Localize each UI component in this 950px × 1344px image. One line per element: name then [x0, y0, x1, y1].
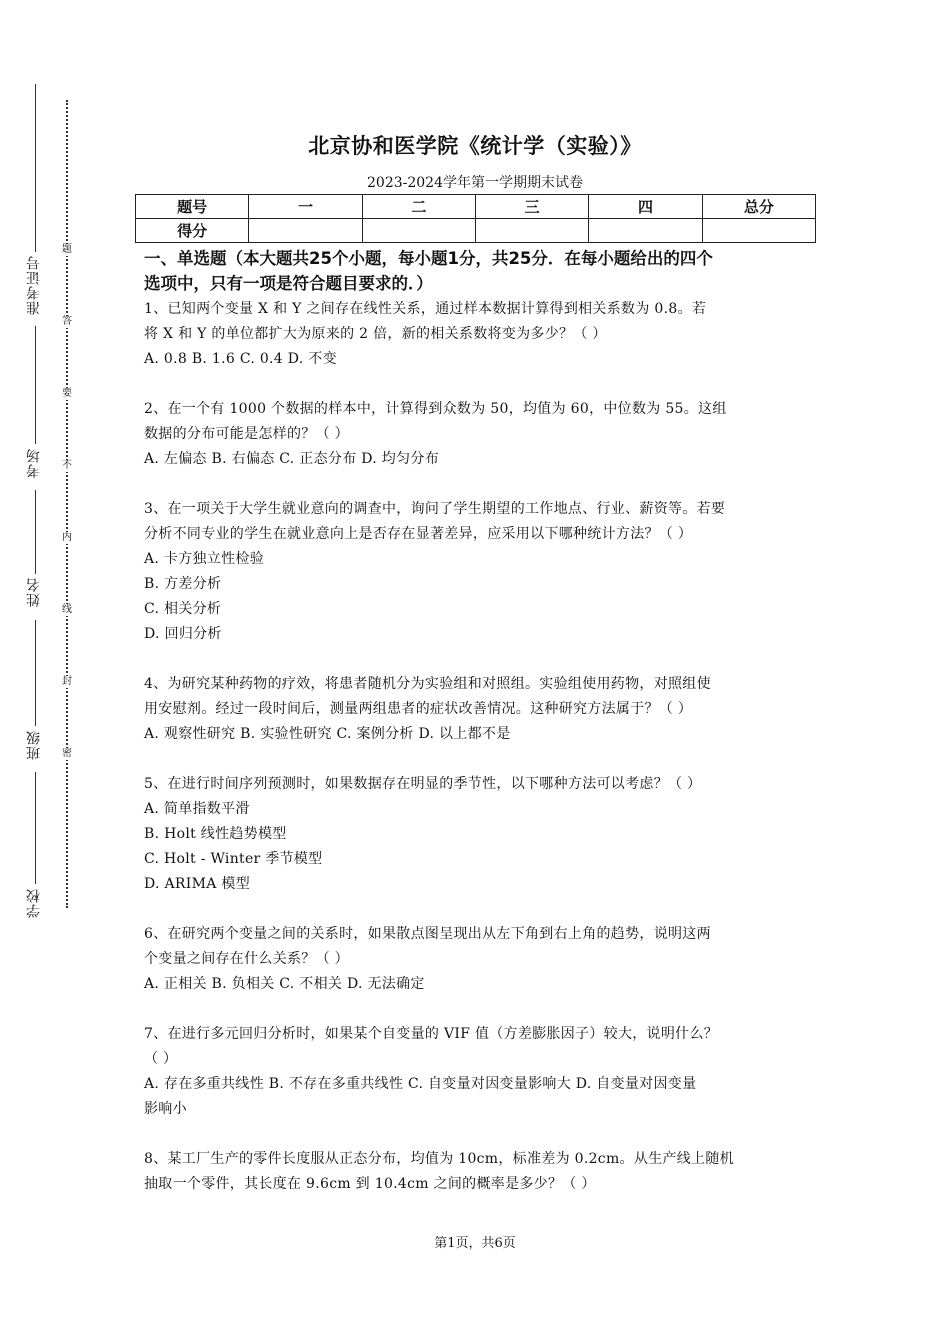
- question-3-option-d: D. 回归分析: [144, 626, 222, 642]
- seal-char-mi: 密: [62, 748, 72, 759]
- exam-room-label: 考场: [26, 448, 42, 478]
- question-3-option-c: C. 相关分析: [144, 601, 222, 617]
- seal-dotted-line: [66, 100, 68, 908]
- question-text-line: （ ）: [144, 1051, 178, 1067]
- score-cell: 题号: [136, 195, 249, 219]
- class-field: [18, 730, 50, 760]
- question-text-line: 7、在进行多元回归分析时，如果某个自变量的 VIF 值（方差膨胀因子）较大，说明什么？: [144, 1026, 719, 1042]
- score-input-cell[interactable]: [362, 219, 475, 243]
- admission-number-field: [18, 255, 50, 315]
- seal-char-yao: 要: [62, 388, 72, 399]
- question-5-option-d: D. ARIMA 模型: [144, 876, 251, 892]
- question-text-line: 抽取一个零件，其长度在 9.6cm 到 10.4cm 之间的概率是多少？（ ）: [144, 1176, 596, 1192]
- margin-line-2: [35, 326, 36, 444]
- question-8: [144, 1147, 812, 1197]
- score-cell: 三: [475, 195, 588, 219]
- question-text-line: 个变量之间存在什么关系？（ ）: [144, 951, 349, 967]
- question-7: [144, 1022, 812, 1072]
- question-6-options: A. 正相关 B. 负相关 C. 不相关 D. 无法确定: [144, 976, 425, 992]
- score-input-cell[interactable]: [702, 219, 815, 243]
- question-7-options-cont: 影响小: [144, 1101, 187, 1117]
- exam-room-field: [18, 448, 50, 478]
- score-table-score-row: [136, 219, 816, 243]
- section-heading-line: 一、单选题（本大题共25个小题，每小题1分，共25分．在每小题给出的四个: [144, 249, 713, 268]
- question-4: [144, 672, 812, 722]
- question-2: [144, 397, 812, 447]
- question-text-line: 将 X 和 Y 的单位都扩大为原来的 2 倍，新的相关系数将变为多少？（ ）: [144, 326, 607, 342]
- score-input-cell[interactable]: [475, 219, 588, 243]
- question-5-option-c: C. Holt - Winter 季节模型: [144, 851, 323, 867]
- score-table-header-row: [136, 195, 816, 219]
- name-label: 姓名: [26, 577, 42, 607]
- margin-line-5: [35, 772, 36, 884]
- seal-char-ti: 题: [62, 244, 72, 255]
- question-text-line: 8、某工厂生产的零件长度服从正态分布，均值为 10cm，标准差为 0.2cm。从生产线上随机: [144, 1151, 734, 1167]
- margin-line-4: [35, 620, 36, 726]
- question-text-line: 5、在进行时间序列预测时，如果数据存在明显的季节性，以下哪种方法可以考虑？（ ）: [144, 776, 702, 792]
- question-4-options: A. 观察性研究 B. 实验性研究 C. 案例分析 D. 以上都不是: [144, 726, 511, 742]
- exam-content: [144, 246, 812, 1197]
- section-heading-line: 选项中，只有一项是符合题目要求的．）: [144, 274, 433, 293]
- question-text-line: 1、已知两个变量 X 和 Y 之间存在线性关系，通过样本数据计算得到相关系数为 0.8。若: [144, 301, 707, 317]
- page-footer: 第1页，共6页: [434, 1236, 516, 1251]
- question-text-line: 6、在研究两个变量之间的关系时，如果散点图呈现出从左下角到右上角的趋势，说明这两: [144, 926, 711, 942]
- score-input-cell[interactable]: [249, 219, 362, 243]
- score-cell: 总分: [702, 195, 815, 219]
- section-heading: [144, 246, 812, 296]
- question-1-options: A. 0.8 B. 1.6 C. 0.4 D. 不变: [144, 351, 337, 367]
- seal-char-da: 答: [62, 316, 72, 327]
- seal-char-nei: 内: [62, 532, 72, 543]
- seal-char-bu: 不: [62, 460, 72, 471]
- question-2-options: A. 左偏态 B. 右偏态 C. 正态分布 D. 均匀分布: [144, 451, 439, 467]
- margin-line-top: [35, 84, 36, 252]
- class-label: 班级: [26, 730, 42, 760]
- name-field: [18, 577, 50, 607]
- question-text-line: 数据的分布可能是怎样的？（ ）: [144, 426, 349, 442]
- score-cell: 二: [362, 195, 475, 219]
- score-cell: 得分: [136, 219, 249, 243]
- question-3-option-b: B. 方差分析: [144, 576, 222, 592]
- exam-title: 北京协和医学院《统计学（实验）》: [308, 134, 642, 158]
- seal-char-feng: 封: [62, 676, 72, 687]
- score-cell: 四: [589, 195, 702, 219]
- question-3: [144, 497, 812, 547]
- margin-line-3: [35, 490, 36, 574]
- question-text-line: 3、在一项关于大学生就业意向的调查中，询问了学生期望的工作地点、行业、薪资等。若要: [144, 501, 726, 517]
- question-text-line: 用安慰剂。经过一段时间后，测量两组患者的症状改善情况。这种研究方法属于？（ ）: [144, 701, 693, 717]
- school-label: 学校: [26, 888, 42, 918]
- question-text-line: 分析不同专业的学生在就业意向上是否存在显著差异，应采用以下哪种统计方法？（ ）: [144, 526, 693, 542]
- seal-char-xian: 线: [62, 604, 72, 615]
- score-cell: 一: [249, 195, 362, 219]
- question-3-option-a: A. 卡方独立性检验: [144, 551, 265, 567]
- score-table: [135, 194, 816, 243]
- question-5-option-b: B. Holt 线性趋势模型: [144, 826, 287, 842]
- school-field: [18, 888, 50, 918]
- exam-subtitle: 2023-2024学年第一学期期末试卷: [367, 175, 583, 191]
- question-text-line: 2、在一个有 1000 个数据的样本中，计算得到众数为 50，均值为 60，中位数为 55。这组: [144, 401, 727, 417]
- question-text-line: 4、为研究某种药物的疗效，将患者随机分为实验组和对照组。实验组使用药物，对照组使: [144, 676, 711, 692]
- question-7-options: A. 存在多重共线性 B. 不存在多重共线性 C. 自变量对因变量影响大 D. 自变量对因变量: [144, 1076, 697, 1092]
- score-input-cell[interactable]: [589, 219, 702, 243]
- admission-number-label: 准考证号: [26, 255, 42, 315]
- question-5: [144, 772, 812, 797]
- question-5-option-a: A. 简单指数平滑: [144, 801, 250, 817]
- question-1: [144, 297, 812, 347]
- question-6: [144, 922, 812, 972]
